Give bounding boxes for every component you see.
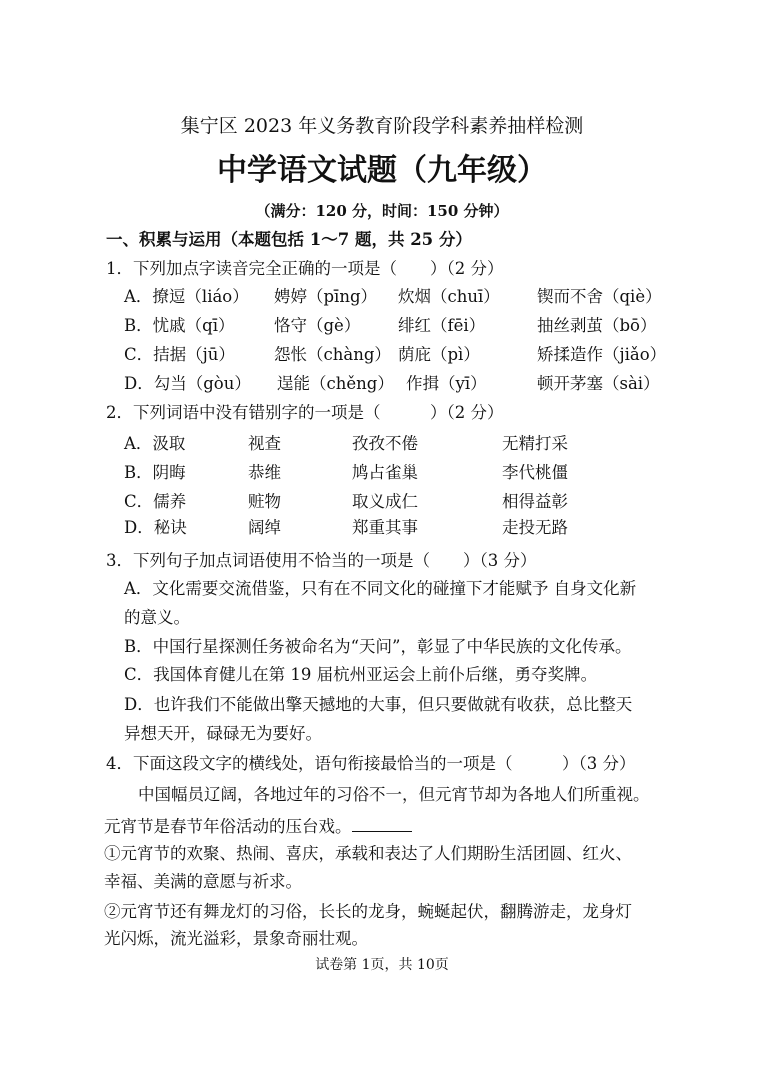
q4-passage-line: ②元宵节还有舞龙灯的习俗，长长的龙身，蜿蜒起伏，翻腾游走，龙身灯 <box>104 902 632 921</box>
q2-option: B．阴晦 <box>124 463 186 482</box>
q1-option: 矫揉造作（jiǎo） <box>537 345 667 364</box>
q2-option: 走投无路 <box>502 518 568 537</box>
q1-option: 娉婷（pīng） <box>274 287 378 306</box>
q4-passage-line: 幸福、美满的意愿与祈求。 <box>104 872 302 891</box>
q1-option: B．忧戚（qī） <box>124 316 235 335</box>
q1-option: C．拮据（jū） <box>124 345 235 364</box>
q2-option: 孜孜不倦 <box>352 434 418 453</box>
answer-blank <box>352 817 412 832</box>
section-heading: 一、积累与运用（本题包括 1～7 题，共 25 分） <box>106 230 472 249</box>
q3-line: A．文化需要交流借鉴，只有在不同文化的碰撞下才能赋予 自身文化新 <box>124 579 637 598</box>
q1-option: 绯红（fēi） <box>398 316 486 335</box>
q3-line: B．中国行星探测任务被命名为“天问”，彰显了中华民族的文化传承。 <box>124 637 632 656</box>
q1-option: A．撩逗（liáo） <box>124 287 249 306</box>
q2-option: 无精打采 <box>502 434 568 453</box>
q3-line: D．也许我们不能做出擎天撼地的大事，但只要做就有收获，总比整天 <box>124 695 633 714</box>
q1-option: 顿开茅塞（sài） <box>537 374 660 393</box>
exam-title: 集宁区 2023 年义务教育阶段学科素养抽样检测 <box>180 115 584 137</box>
q2-option: 鸠占雀巢 <box>352 463 418 482</box>
q4-stem: 4．下面这段文字的横线处，语句衔接最恰当的一项是（ ）（3 分） <box>106 754 636 773</box>
q2-option: D．秘诀 <box>124 518 187 537</box>
q3-line: C．我国体育健儿在第 19 届杭州亚运会上前仆后继，勇夺奖牌。 <box>124 665 598 684</box>
q4-passage-line <box>104 817 412 836</box>
q2-option: A．汲取 <box>124 434 186 453</box>
q1-stem: 1．下列加点字读音完全正确的一项是（ ）（2 分） <box>106 259 504 278</box>
q2-stem: 2．下列词语中没有错别字的一项是（ ）（2 分） <box>106 403 504 422</box>
q2-option: 恭维 <box>248 463 281 482</box>
q1-option: 锲而不舍（qiè） <box>537 287 662 306</box>
q2-option: 郑重其事 <box>352 518 418 537</box>
q1-option: 荫庇（pì） <box>398 345 480 364</box>
q3-line: 的意义。 <box>124 608 190 627</box>
q4-passage-line: ①元宵节的欢聚、热闹、喜庆，承载和表达了人们期盼生活团圆、红火、 <box>104 844 632 863</box>
q1-option: 恪守（gè） <box>274 316 361 335</box>
q2-option: 阔绰 <box>248 518 281 537</box>
q2-option: 相得益彰 <box>502 492 568 511</box>
q1-option: 炊烟（chuī） <box>398 287 500 306</box>
q2-option: C．儒养 <box>124 492 187 511</box>
q1-option: D．勾当（gòu） <box>124 374 251 393</box>
q1-option: 怨怅（chàng） <box>274 345 391 364</box>
q1-option: 逞能（chěng） <box>277 374 394 393</box>
score-time-line: （满分：120 分，时间：150 分钟） <box>255 202 509 220</box>
q4-passage-line: 光闪烁，流光溢彩，景象奇丽壮观。 <box>104 929 368 948</box>
q2-option: 视查 <box>248 434 281 453</box>
q2-option: 李代桃僵 <box>502 463 568 482</box>
q1-option: 抽丝剥茧（bō） <box>537 316 657 335</box>
q3-stem: 3．下列句子加点词语使用不恰当的一项是（ ）（3 分） <box>106 551 537 570</box>
q2-option: 赃物 <box>248 492 281 511</box>
q4-passage-text: 元宵节是春节年俗活动的压台戏。 <box>104 817 352 836</box>
q4-passage-line: 中国幅员辽阔，各地过年的习俗不一，但元宵节却为各地人们所重视。 <box>138 785 650 804</box>
q1-option: 作揖（yī） <box>406 374 487 393</box>
exam-subtitle: 中学语文试题（九年级） <box>217 153 547 188</box>
page-footer: 试卷第 1页，共 10页 <box>315 957 449 973</box>
q3-line: 异想天开，碌碌无为要好。 <box>124 724 322 743</box>
q2-option: 取义成仁 <box>352 492 418 511</box>
